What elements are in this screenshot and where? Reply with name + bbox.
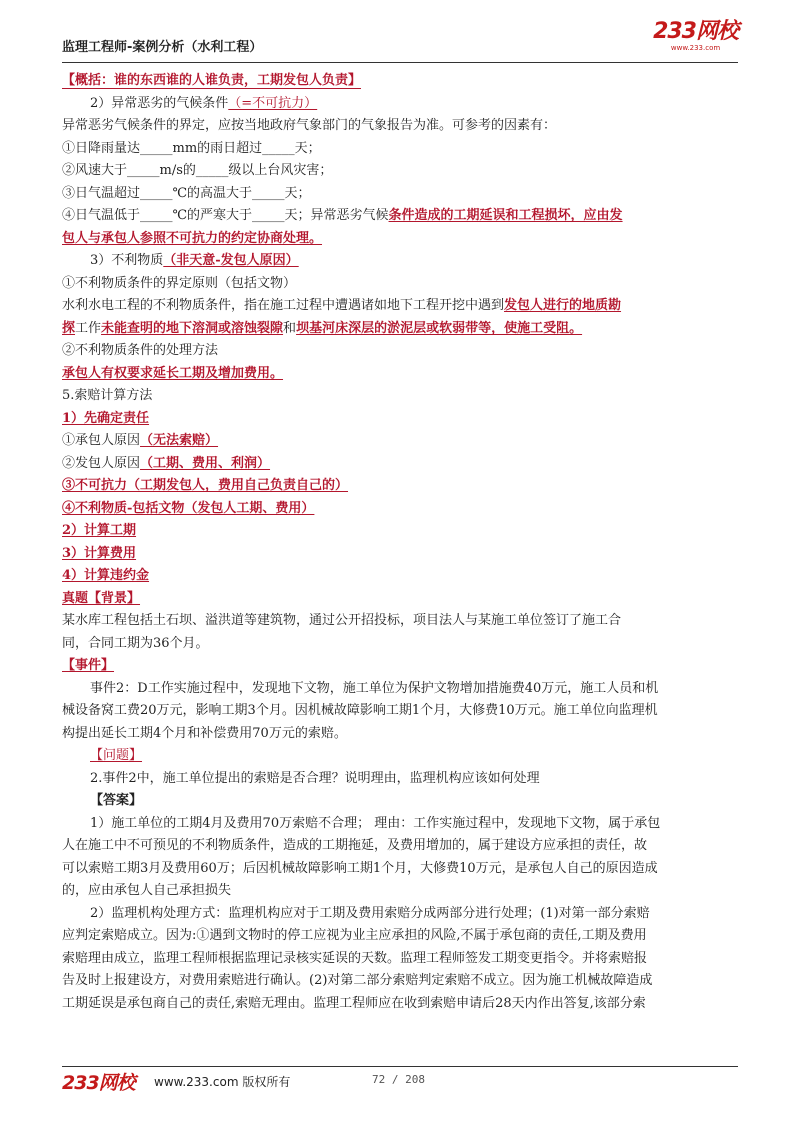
section-label: 【问题】 — [90, 748, 143, 763]
paragraph-text: 同，合同工期为36个月。 — [62, 635, 209, 651]
text-line — [62, 565, 735, 588]
section-label: 【事件】 — [62, 658, 115, 673]
question-text: 2.事件2中，施工单位提出的索赔是否合理？说明理由，监理机构应该如何处理 — [90, 770, 540, 786]
text-line — [62, 880, 735, 903]
answer-text: 的，应由承包人自己承担损失 — [62, 883, 232, 898]
text-line — [90, 745, 735, 768]
text-line — [62, 723, 735, 746]
highlight-text: 4）计算违约金 — [62, 568, 150, 583]
footer-logo: 233网校 — [62, 1072, 135, 1094]
copyright-text: www.233.com 版权所有 — [154, 1075, 291, 1089]
text-line — [62, 408, 735, 431]
document-body — [62, 70, 735, 1015]
text-line — [62, 385, 735, 408]
paragraph-text: 工作 — [75, 320, 102, 336]
paragraph-text: 和 — [283, 320, 297, 336]
answer-text: 索赔理由成立，监理工程师根据监理记录核实延误的天数。监理工程师签发工期变更指令。并将索赔报 — [62, 950, 648, 966]
paragraph-text: ①不利物质条件的界定原则（包括文物） — [62, 275, 297, 291]
paragraph-text: ①日降雨量达_____mm的雨日超过_____天； — [62, 140, 321, 156]
summary-line — [62, 70, 735, 93]
text-line — [62, 183, 735, 206]
text-line — [62, 948, 735, 971]
answer-text: 人在施工中不可预见的不利物质条件，造成的工期拖延，及费用增加的，属于建设方应承担的责任，故 — [62, 838, 648, 853]
highlight-text: 3）计算费用 — [62, 545, 137, 561]
highlight-text: 未能查明的地下溶洞或溶蚀裂隙 — [101, 320, 284, 336]
paragraph-text: 水利水电工程的不利物质条件，指在施工过程中遭遇诸如地下工程开挖中遇到 — [62, 298, 505, 313]
highlight-text: ③不可抗力（工期发包人，费用自己负责自己的） — [62, 478, 349, 493]
text-line — [90, 678, 735, 701]
text-line — [90, 93, 735, 116]
section-label: 真题【背景】 — [62, 590, 141, 606]
text-line — [62, 453, 735, 476]
answer-text: 2）监理机构处理方式：监理机构应对于工期及费用索赔分成两部分进行处理；(1)对第一部分索赔 — [90, 905, 650, 921]
text-line — [90, 768, 735, 791]
logo-wordmark: 233网校 — [653, 19, 738, 44]
highlight-text: 探 — [62, 320, 76, 336]
text-line — [62, 610, 735, 633]
item-heading: 2）异常恶劣的气候条件 — [90, 95, 229, 111]
text-line — [62, 160, 735, 183]
text-line — [62, 475, 735, 498]
section-heading: 5.索赔计算方法 — [62, 388, 153, 403]
text-line — [62, 700, 735, 723]
answer-text: 可以索赔工期3月及费用60万；后因机械故障影响工期1个月，大修费10万元，是承包人自己的原因造成 — [62, 860, 658, 876]
text-line — [62, 543, 735, 566]
text-line — [62, 835, 735, 858]
paragraph-text: ②发包人原因 — [62, 455, 141, 471]
text-line — [62, 655, 735, 678]
logo-url: www.233.com — [670, 44, 721, 52]
text-line — [62, 993, 735, 1016]
text-line — [62, 925, 735, 948]
text-line — [90, 903, 735, 926]
answer-text: 应判定索赔成立。因为:①遇到文物时的停工应视为业主应承担的风险,不属于承包商的责任,工期及费用 — [62, 928, 647, 943]
paragraph-text: ③日气温超过_____℃的高温大于_____天； — [62, 185, 311, 201]
text-line — [62, 858, 735, 881]
text-line — [62, 138, 735, 161]
highlight-note: （=不可抗力） — [228, 95, 318, 111]
highlight-text: 坝基河床深层的淤泥层或软弱带等，使施工受阻。 — [296, 320, 583, 336]
text-line — [62, 318, 735, 341]
text-line — [62, 363, 735, 386]
answer-text: 1）施工单位的工期4月及费用70万索赔不合理； 理由：工作实施过程中，发现地下文物，属于承包 — [90, 815, 661, 831]
text-line — [62, 205, 735, 228]
answer-text: 告及时上报建设方，对费用索赔进行确认。(2)对第二部分索赔判定索赔不成立。因为施工机械故障造成 — [62, 973, 653, 988]
paragraph-text: 某水库工程包括土石坝、溢洪道等建筑物，通过公开招投标，项目法人与某施工单位签订了施工合 — [62, 613, 622, 628]
document-title: 监理工程师-案例分析（水利工程） — [62, 40, 263, 55]
page-header — [62, 20, 738, 60]
highlight-text: 条件造成的工期延误和工程损坏，应由发 — [388, 208, 623, 223]
footer-divider — [62, 1066, 738, 1067]
text-line — [62, 970, 735, 993]
paragraph-text: ②不利物质条件的处理方法 — [62, 343, 219, 358]
answer-text: 工期延误是承包商自己的责任,索赔无理由。监理工程师应在收到索赔申请后28天内作出答复,该部分索 — [62, 995, 646, 1011]
paragraph-text: 械设备窝工费20万元，影响工期3个月。因机械故障影响工期1个月，大修费10万元。施工单位向监理机 — [62, 703, 658, 718]
paragraph-text: 异常恶劣气候条件的界定，应按当地政府气象部门的气象报告为准。可参考的因素有： — [62, 118, 557, 133]
paragraph-text: ①承包人原因 — [62, 433, 141, 448]
text-line — [62, 633, 735, 656]
highlight-text: 1）先确定责任 — [62, 410, 150, 426]
text-line — [62, 228, 735, 251]
paragraph-text: ②风速大于_____m/s的_____级以上台风灾害； — [62, 163, 333, 178]
paragraph-text: 事件2：D工作实施过程中，发现地下文物，施工单位为保护文物增加措施费40万元，施工人员和机 — [90, 680, 659, 696]
highlight-note: （非天意-发包人原因） — [163, 253, 299, 268]
highlight-text: ④不利物质-包括文物（发包人工期、费用） — [62, 500, 315, 516]
item-heading: 3）不利物质 — [90, 253, 164, 268]
text-line — [62, 430, 735, 453]
highlight-note: （工期、费用、利润） — [140, 455, 271, 471]
summary-highlight: 【概括：谁的东西谁的人谁负责，工期发包人负责】 — [62, 73, 362, 88]
text-line — [62, 273, 735, 296]
highlight-text: 承包人有权要求延长工期及增加费用。 — [62, 365, 284, 381]
text-line — [62, 115, 735, 138]
paragraph-text: ④日气温低于_____℃的严寒大于_____天；异常恶劣气候 — [62, 208, 389, 223]
text-line — [62, 520, 735, 543]
section-label: 【答案】 — [90, 793, 143, 808]
text-line — [90, 813, 735, 836]
highlight-text: 包人与承包人参照不可抗力的约定协商处理。 — [62, 230, 323, 246]
text-line — [62, 498, 735, 521]
highlight-text: 发包人进行的地质勘 — [504, 298, 622, 313]
highlight-text: 2）计算工期 — [62, 523, 137, 538]
text-line — [62, 295, 735, 318]
text-line — [90, 790, 735, 813]
text-line — [62, 588, 735, 611]
paragraph-text: 构提出延长工期4个月和补偿费用70万元的索赔。 — [62, 725, 347, 741]
text-line — [90, 250, 735, 273]
page-footer — [62, 1068, 738, 1092]
page-number: 72 / 208 — [372, 1073, 425, 1086]
text-line — [62, 340, 735, 363]
header-divider — [62, 62, 738, 63]
highlight-note: （无法索赔） — [140, 433, 219, 448]
brand-logo — [653, 20, 738, 52]
